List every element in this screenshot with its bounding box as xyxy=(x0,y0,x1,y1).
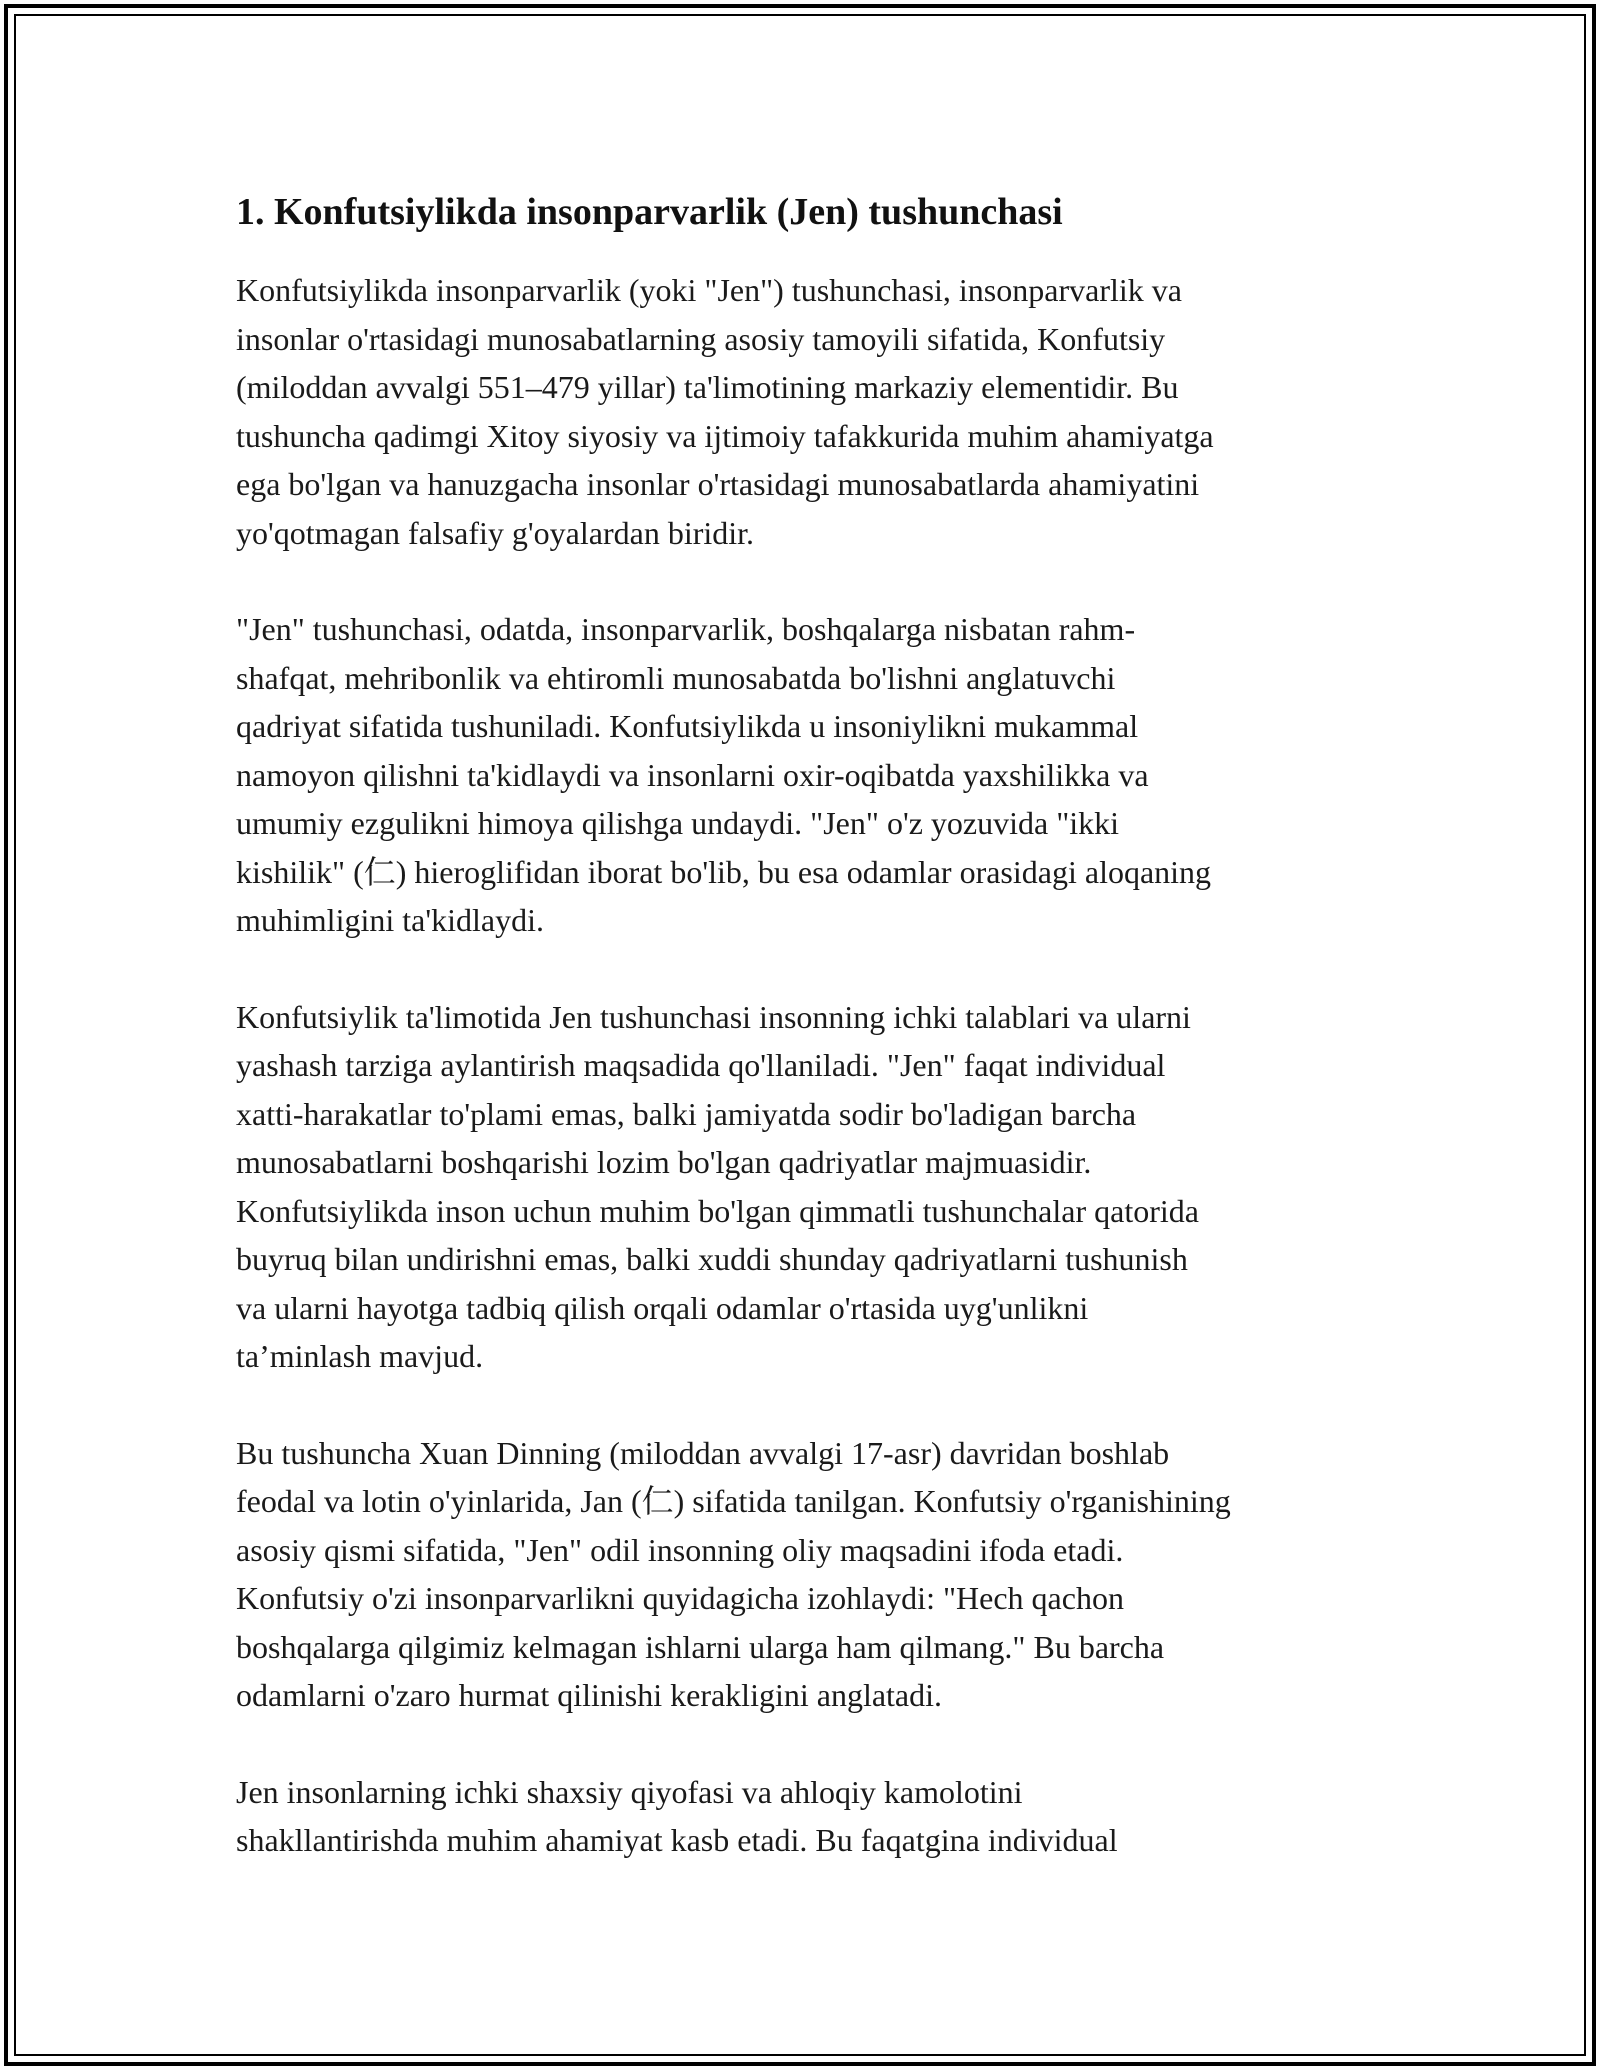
paragraph-3: Konfutsiylik ta'limotida Jen tushunchasi insonning ichki talablari va ularni yashash tarziga aylantirish maqsadida qo'llaniladi. "Jen" faqat individual xatti-harakatlar to'plami emas, balki jamiyatda sodir bo'ladigan barcha munosabatlarni boshqarishi lozim bo'lgan qadriyatlar majmuasidir. Konfutsiylikda inson uchun muhim bo'lgan qimmatli tushunchalar qatorida buyruq bilan undirishni emas, balki xuddi shunday qadriyatlarni tushunish va ularni hayotga tadbiq qilish orqali odamlar o'rtasida uyg'unlikni ta’minlash mavjud. xyxy=(236,998,1199,1374)
paragraph-5: Jen insonlarning ichki shaxsiy qiyofasi va ahloqiy kamolotini shakllantirishda muhim ahamiyat kasb etadi. Bu faqatgina individual xyxy=(236,1773,1118,1858)
document-body xyxy=(236,186,1376,1913)
paragraph-1: Konfutsiylikda insonparvarlik (yoki "Jen") tushunchasi, insonparvarlik va insonlar o'rtasidagi munosabatlarning asosiy tamoyili sifatida, Konfutsiy (miloddan avvalgi 551–479 yillar) ta'limotining markaziy elementidir. Bu tushuncha qadimgi Xitoy siyosiy va ijtimoiy tafakkurida muhim ahamiyatga ega bo'lgan va hanuzgacha insonlar o'rtasidagi munosabatlarda ahamiyatini yo'qotmagan falsafiy g'oyalardan biridir. xyxy=(236,272,1214,551)
paragraph-2: "Jen" tushunchasi, odatda, insonparvarlik, boshqalarga nisbatan rahm- shafqat, mehribonlik va ehtiromli munosabatda bo'lishni anglatuvchi qadriyat sifatida tushuniladi. Konfutsiylikda u insoniylikni mukammal namoyon qilishni ta'kidlaydi va insonlarni oxir-oqibatda yaxshilikka va umumiy ezgulikni himoya qilishga undaydi. "Jen" o'z yozuvida "ikki kishilik" (仁) hieroglifidan iborat bo'lib, bu esa odamlar orasidagi aloqaning muhimligini ta'kidlaydi. xyxy=(236,611,1212,938)
section-heading: 1. Konfutsiylikda insonparvarlik (Jen) tushunchasi xyxy=(236,191,1063,233)
paragraph-4: Bu tushuncha Xuan Dinning (miloddan avvalgi 17-asr) davridan boshlab feodal va lotin o'yinlarida, Jan (仁) sifatida tanilgan. Konfutsiy o'rganishining asosiy qismi sifatida, "Jen" odil insonning oliy maqsadini ifoda etadi. Konfutsiy o'zi insonparvarlikni quyidagicha izohlaydi: "Hech qachon boshqalarga qilgimiz kelmagan ishlarni ularga ham qilmang." Bu barcha odamlarni o'zaro hurmat qilinishi kerakligini anglatadi. xyxy=(236,1434,1231,1713)
